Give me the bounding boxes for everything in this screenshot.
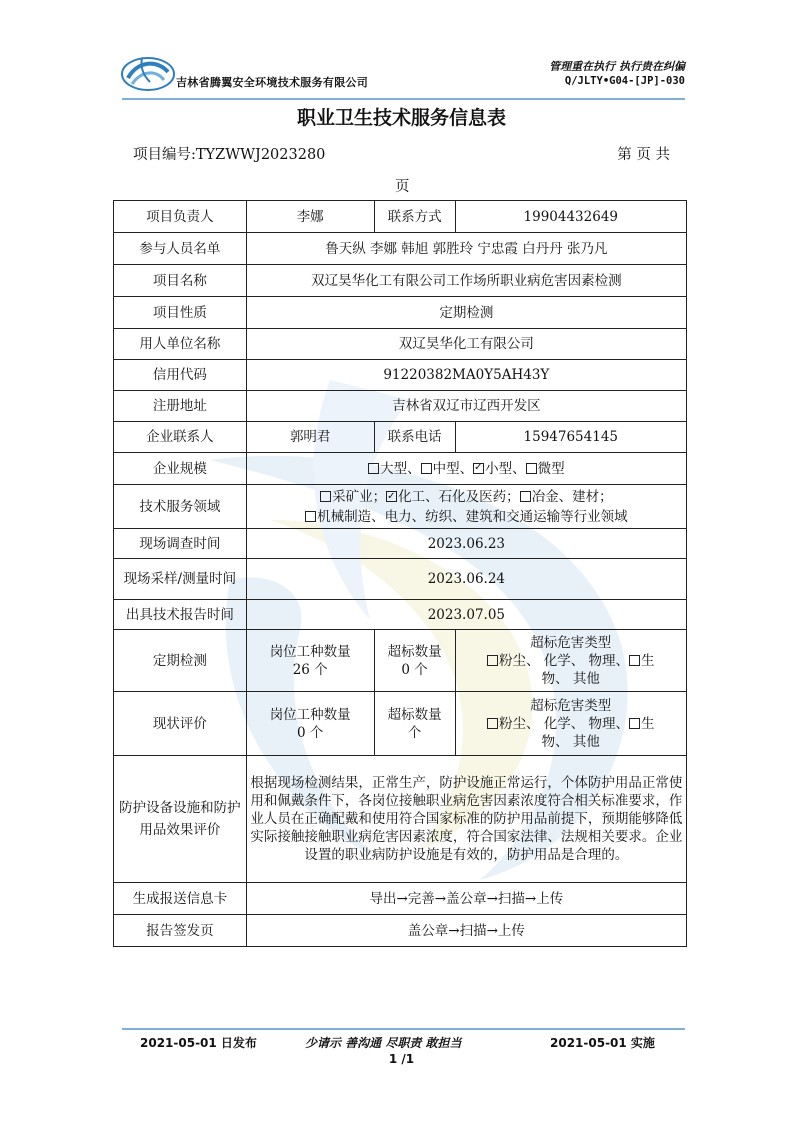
phone-value: 15947654145 bbox=[455, 422, 686, 453]
status-hazard-line2: 生 bbox=[641, 715, 655, 732]
table-row bbox=[114, 360, 687, 391]
company-motto: 管理重在执行 执行贵在纠偏 bbox=[549, 60, 685, 73]
phone-label: 联系电话 bbox=[374, 422, 455, 453]
checkbox-icon bbox=[368, 463, 379, 474]
footer-divider bbox=[122, 1028, 685, 1030]
periodic-posts bbox=[246, 630, 374, 692]
page-indicator: 第 页 共 bbox=[617, 147, 670, 163]
field-option-chemical: 化工、石化及医药； bbox=[398, 488, 520, 505]
table-row bbox=[114, 201, 687, 233]
periodic-over-label: 超标数量 bbox=[387, 643, 442, 660]
employer-value: 双辽昊华化工有限公司 bbox=[246, 329, 686, 360]
table-row bbox=[114, 453, 687, 485]
service-field-label: 技术服务领域 bbox=[114, 485, 247, 529]
project-nature-value: 定期检测 bbox=[246, 297, 686, 329]
table-row bbox=[114, 756, 687, 883]
enterprise-contact-value: 郭明君 bbox=[246, 422, 374, 453]
periodic-hazard-line2: 生 bbox=[641, 652, 655, 669]
table-row bbox=[114, 422, 687, 453]
status-posts-value: 0 个 bbox=[297, 724, 324, 741]
info-card-value: 导出→完善→盖公章→扫描→上传 bbox=[246, 883, 686, 915]
table-row bbox=[114, 692, 687, 756]
table-row bbox=[114, 329, 687, 360]
checkbox-icon bbox=[526, 463, 537, 474]
sign-page-value: 盖公章→扫描→上传 bbox=[246, 915, 686, 947]
periodic-hazard-title: 超标危害类型 bbox=[530, 634, 612, 651]
credit-code-label: 信用代码 bbox=[114, 360, 247, 391]
checkbox-icon bbox=[487, 655, 498, 666]
checkbox-icon bbox=[520, 491, 531, 502]
leader-label: 项目负责人 bbox=[114, 201, 247, 233]
footer-slogan: 少请示 善沟通 尽职责 敢担当 bbox=[305, 1036, 462, 1050]
periodic-posts-label: 岗位工种数量 bbox=[269, 643, 351, 660]
periodic-hazard bbox=[455, 630, 686, 692]
table-row bbox=[114, 485, 687, 529]
status-posts bbox=[246, 692, 374, 756]
status-label: 现状评价 bbox=[114, 692, 247, 756]
status-hazard bbox=[455, 692, 686, 756]
checkbox-icon bbox=[421, 463, 432, 474]
issue-date: 2021-05-01 日发布 bbox=[140, 1036, 257, 1050]
sampling-time-label: 现场采样/测量时间 bbox=[114, 559, 247, 600]
checkbox-icon bbox=[320, 491, 331, 502]
status-hazard-line1: 粉尘、 化学、 物理、 bbox=[498, 715, 630, 732]
members-label: 参与人员名单 bbox=[114, 233, 247, 265]
status-hazard-line3: 物、 其他 bbox=[541, 733, 600, 750]
address-value: 吉林省双辽市辽西开发区 bbox=[246, 391, 686, 422]
info-card-label: 生成报送信息卡 bbox=[114, 883, 247, 915]
header-divider bbox=[122, 98, 685, 100]
leader-value: 李娜 bbox=[246, 201, 374, 233]
enterprise-contact-label: 企业联系人 bbox=[114, 422, 247, 453]
checkbox-icon bbox=[629, 655, 640, 666]
table-row bbox=[114, 233, 687, 265]
scale-option-large: 大型、 bbox=[380, 460, 421, 477]
checkbox-icon bbox=[305, 511, 316, 522]
field-option-mining: 采矿业； bbox=[332, 488, 387, 505]
scale-option-small: 小型、 bbox=[485, 460, 526, 477]
service-field-options bbox=[246, 485, 686, 529]
periodic-label: 定期检测 bbox=[114, 630, 247, 692]
page-title: 职业卫生技术服务信息表 bbox=[296, 107, 506, 129]
page-header bbox=[120, 48, 685, 100]
table-row bbox=[114, 559, 687, 600]
table-row bbox=[114, 630, 687, 692]
checkbox-icon bbox=[487, 718, 498, 729]
company-logo-icon bbox=[120, 54, 176, 92]
field-option-metallurgy: 冶金、建材； bbox=[531, 488, 613, 505]
periodic-hazard-line1: 粉尘、 化学、 物理、 bbox=[498, 652, 630, 669]
status-over-label: 超标数量 bbox=[387, 706, 442, 723]
effective-date: 2021-05-01 实施 bbox=[550, 1036, 655, 1050]
info-table bbox=[113, 200, 687, 947]
status-over bbox=[374, 692, 455, 756]
scale-label: 企业规模 bbox=[114, 453, 247, 485]
table-row bbox=[114, 883, 687, 915]
periodic-over bbox=[374, 630, 455, 692]
table-row bbox=[114, 391, 687, 422]
project-name-label: 项目名称 bbox=[114, 265, 247, 297]
periodic-posts-value: 26 个 bbox=[292, 661, 328, 678]
report-time-value: 2023.07.05 bbox=[246, 600, 686, 630]
document-number: Q/JLTY•G04-[JP]-030 bbox=[564, 75, 685, 87]
status-hazard-title: 超标危害类型 bbox=[530, 697, 612, 714]
status-posts-label: 岗位工种数量 bbox=[269, 706, 351, 723]
credit-code-value: 91220382MA0Y5AH43Y bbox=[246, 360, 686, 391]
table-row bbox=[114, 297, 687, 329]
project-number: 项目编号:TYZWWJ2023280 bbox=[133, 147, 326, 163]
project-nature-label: 项目性质 bbox=[114, 297, 247, 329]
sampling-time-value: 2023.06.24 bbox=[246, 559, 686, 600]
employer-label: 用人单位名称 bbox=[114, 329, 247, 360]
table-row bbox=[114, 915, 687, 947]
checkbox-checked-icon bbox=[473, 463, 484, 474]
status-over-value: 个 bbox=[407, 724, 422, 741]
periodic-over-value: 0 个 bbox=[401, 661, 428, 678]
company-name: 吉林省腾翼安全环境技术服务有限公司 bbox=[176, 76, 369, 89]
contact-method-label: 联系方式 bbox=[374, 201, 455, 233]
scale-option-micro: 微型 bbox=[537, 460, 565, 477]
table-row bbox=[114, 265, 687, 297]
field-option-manufacturing: 机械制造、电力、纺织、建筑和交通运输等行业领域 bbox=[317, 508, 628, 525]
page-number: 1 /1 bbox=[388, 1052, 415, 1066]
evaluation-value: 根据现场检测结果，正常生产，防护设施正常运行，个体防护用品正常使用和佩戴条件下，各岗位接触职业病危害因素浓度符合相关标准要求，作业人员在正确配戴和使用符合国家标准的防护用品前提下，预期能够降低实际接触接触职业病危害因素浓度，符合国家法律、法规相关要求。企业设置的职业病防护设施是有效的，防护用品是合理的。 bbox=[246, 756, 686, 883]
scale-options bbox=[246, 453, 686, 485]
address-label: 注册地址 bbox=[114, 391, 247, 422]
project-name-value: 双辽昊华化工有限公司工作场所职业病危害因素检测 bbox=[246, 265, 686, 297]
checkbox-icon bbox=[629, 718, 640, 729]
periodic-hazard-line3: 物、 其他 bbox=[541, 670, 600, 687]
contact-method-value: 19904432649 bbox=[455, 201, 686, 233]
sign-page-label: 报告签发页 bbox=[114, 915, 247, 947]
members-value: 鲁天纵 李娜 韩旭 郭胜玲 宁忠霞 白丹丹 张乃凡 bbox=[246, 233, 686, 265]
checkbox-checked-icon bbox=[386, 491, 397, 502]
survey-time-label: 现场调查时间 bbox=[114, 529, 247, 559]
page-indicator-suffix: 页 bbox=[395, 179, 410, 195]
evaluation-label: 防护设备设施和防护用品效果评价 bbox=[114, 756, 247, 883]
table-row bbox=[114, 529, 687, 559]
table-row bbox=[114, 600, 687, 630]
report-time-label: 出具技术报告时间 bbox=[114, 600, 247, 630]
scale-option-medium: 中型、 bbox=[432, 460, 474, 477]
survey-time-value: 2023.06.23 bbox=[246, 529, 686, 559]
